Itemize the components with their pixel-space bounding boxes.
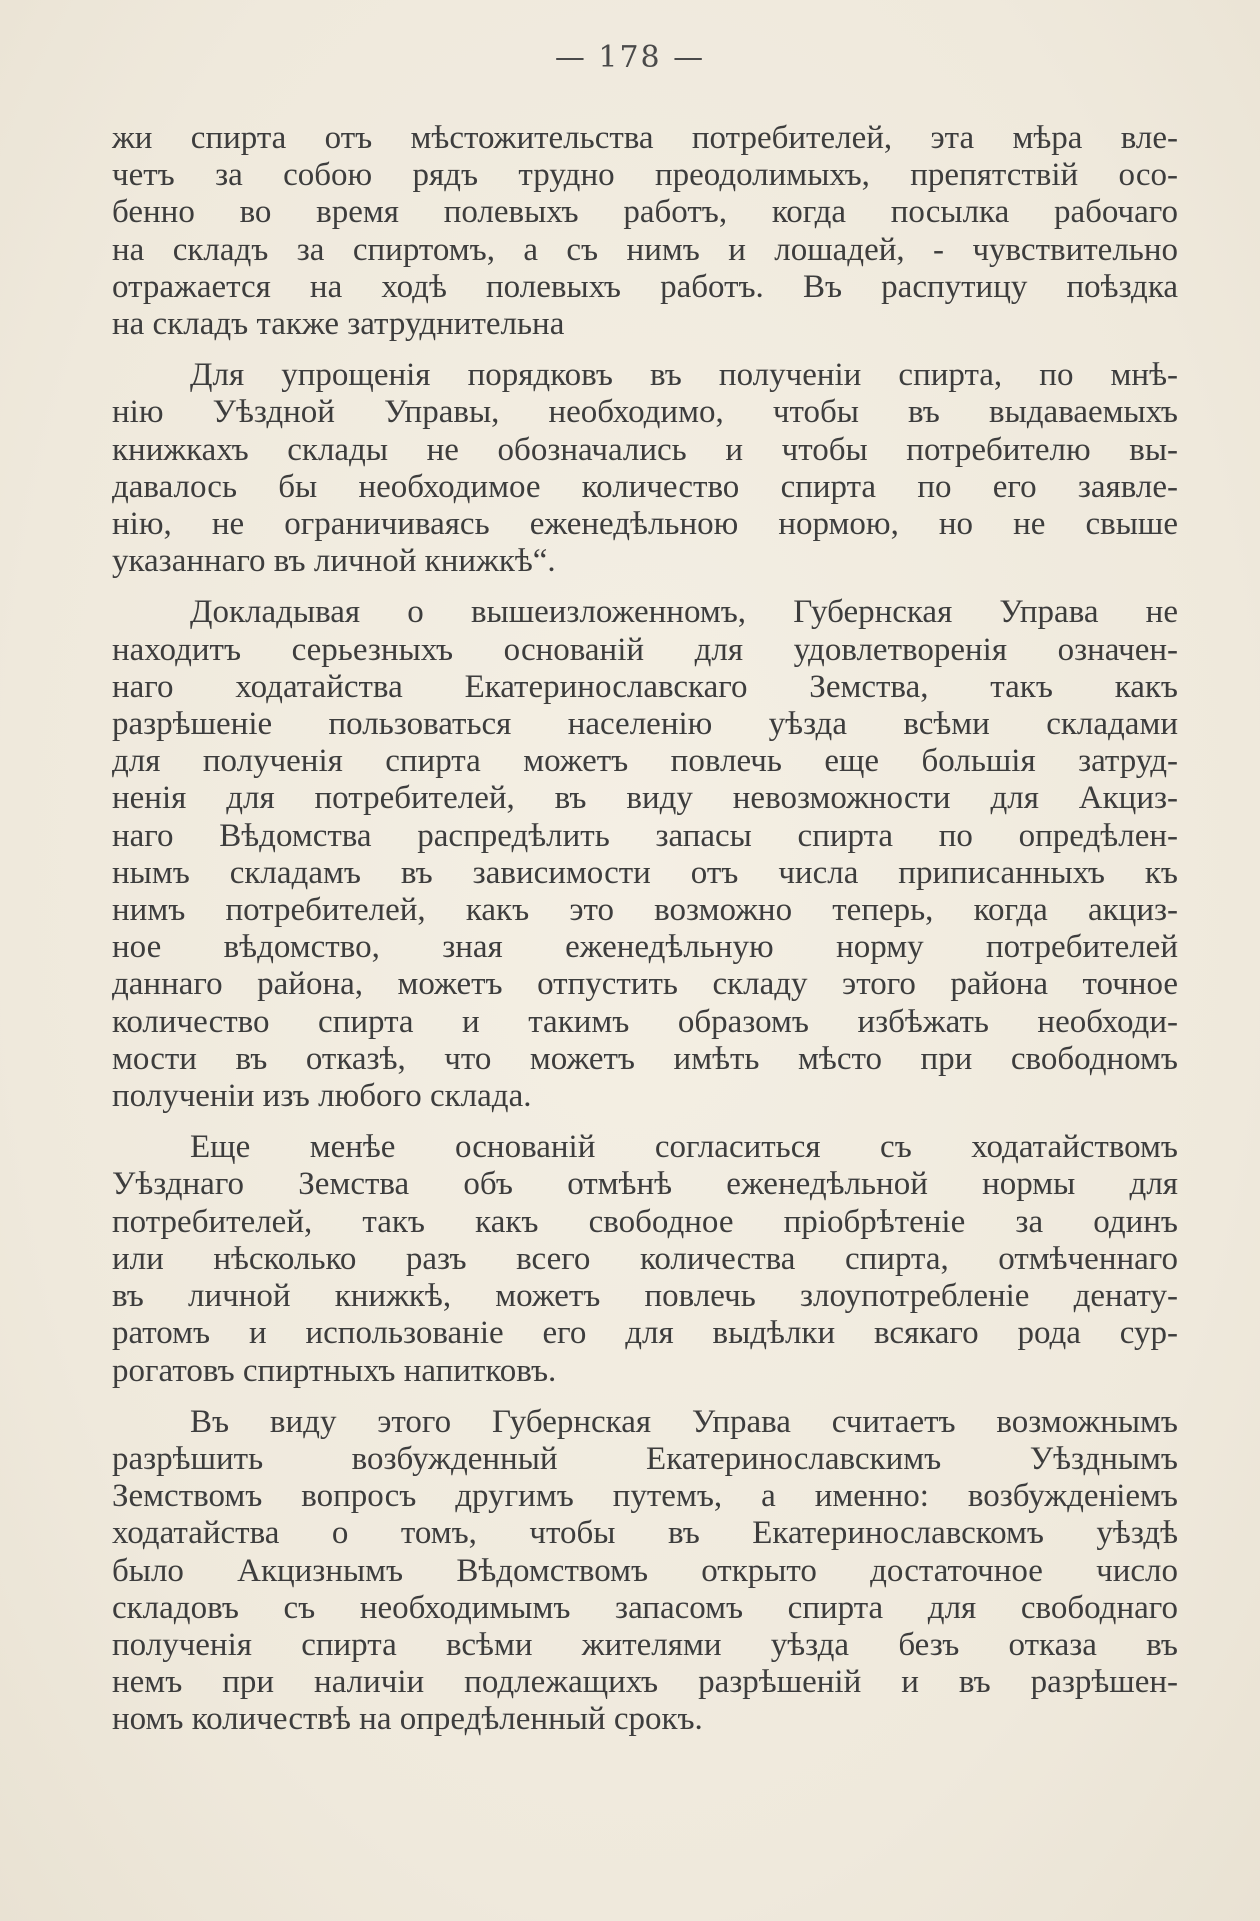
text-line: ное вѣдомство, зная еженедѣльную норму потребителей <box>112 929 1178 966</box>
text-line: указаннаго въ личной книжкѣ“. <box>112 543 556 580</box>
text-line: нію Уѣздной Управы, необходимо, чтобы въ выдаваемыхъ <box>112 394 1178 431</box>
text-line: ходатайства о томъ, чтобы въ Екатеринославскомъ уѣздѣ <box>112 1515 1178 1552</box>
text-line: наго Вѣдомства распредѣлить запасы спирта по опредѣлен- <box>112 817 1178 854</box>
text-line: четъ за собою рядъ трудно преодолимыхъ, препятствій осо- <box>112 157 1178 194</box>
text-line: мости въ отказѣ, что можетъ имѣть мѣсто при свободномъ <box>112 1040 1178 1077</box>
text-line: на складъ за спиртомъ, а съ нимъ и лошадей, - чувствительно <box>112 231 1178 268</box>
text-line: Для упрощенія порядковъ въ полученіи спирта, по мнѣ- <box>190 357 1178 394</box>
text-line: наго ходатайства Екатеринославскаго Земства, такъ какъ <box>112 668 1178 705</box>
text-line: Докладывая о вышеизложенномъ, Губернская Управа не <box>190 594 1178 631</box>
text-line: находитъ серьезныхъ основаній для удовлетворенія означен- <box>112 631 1178 668</box>
text-line: было Акцизнымъ Вѣдомствомъ открыто достаточное число <box>112 1552 1178 1589</box>
text-line: Еще менѣе основаній согласиться съ ходатайствомъ <box>190 1129 1178 1166</box>
text-line: складовъ съ необходимымъ запасомъ спирта для свободнаго <box>112 1589 1178 1626</box>
text-line: нимъ потребителей, какъ это возможно теперь, когда акциз- <box>112 892 1178 929</box>
text-line: нымъ складамъ въ зависимости отъ числа приписанныхъ къ <box>112 854 1178 891</box>
text-line: даннаго района, можетъ отпустить складу этого района точное <box>112 966 1178 1003</box>
text-line: Уѣзднаго Земства объ отмѣнѣ еженедѣльной нормы для <box>112 1166 1178 1203</box>
text-line: рогатовъ спиртныхъ напитковъ. <box>112 1352 557 1389</box>
text-line: номъ количествѣ на опредѣленный срокъ. <box>112 1701 703 1738</box>
text-line: количество спирта и такимъ образомъ избѣжать необходи- <box>112 1003 1178 1040</box>
text-line: для полученія спирта можетъ повлечь еще большія затруд- <box>112 743 1178 780</box>
text-line: разрѣшить возбужденный Екатеринославскимъ Уѣзднымъ <box>112 1440 1178 1477</box>
text-line: въ личной книжкѣ, можетъ повлечь злоупотребленіе денату- <box>112 1278 1178 1315</box>
text-line: полученіи изъ любого склада. <box>112 1078 532 1115</box>
paragraph <box>112 594 1178 1115</box>
page-number: — 178 — <box>554 40 706 75</box>
paragraph <box>112 120 1178 343</box>
text-line: разрѣшеніе пользоваться населенію уѣзда всѣми складами <box>112 706 1178 743</box>
paragraph <box>112 1404 1178 1739</box>
text-line: ненія для потребителей, въ виду невозможности для Акциз- <box>112 780 1178 817</box>
text-line: книжкахъ склады не обозначались и чтобы потребителю вы- <box>112 431 1178 468</box>
text-line: на складъ также затруднительна <box>112 306 565 343</box>
paragraph <box>112 1129 1178 1389</box>
paragraph <box>112 357 1178 580</box>
text-line: Въ виду этого Губернская Управа считаетъ возможнымъ <box>190 1403 1178 1440</box>
text-line: потребителей, такъ какъ свободное пріобрѣтеніе за одинъ <box>112 1203 1178 1240</box>
text-line: Земствомъ вопросъ другимъ путемъ, а именно: возбужденіемъ <box>112 1478 1178 1515</box>
body-text <box>112 120 1178 1753</box>
text-line: бенно во время полевыхъ работъ, когда посылка рабочаго <box>112 194 1178 231</box>
text-line: отражается на ходѣ полевыхъ работъ. Въ распутицу поѣздка <box>112 268 1178 305</box>
text-line: нію, не ограничиваясь еженедѣльною нормою, но не свыше <box>112 506 1178 543</box>
text-line: полученія спирта всѣми жителями уѣзда безъ отказа въ <box>112 1626 1178 1663</box>
text-line: ратомъ и использованіе его для выдѣлки всякаго рода сур- <box>112 1315 1178 1352</box>
text-line: немъ при наличіи подлежащихъ разрѣшеній и въ разрѣшен- <box>112 1664 1178 1701</box>
text-line: давалось бы необходимое количество спирта по его заявле- <box>112 468 1178 505</box>
text-line: или нѣсколько разъ всего количества спирта, отмѣченнаго <box>112 1240 1178 1277</box>
text-line: жи спирта отъ мѣстожительства потребителей, эта мѣра вле- <box>112 120 1178 156</box>
